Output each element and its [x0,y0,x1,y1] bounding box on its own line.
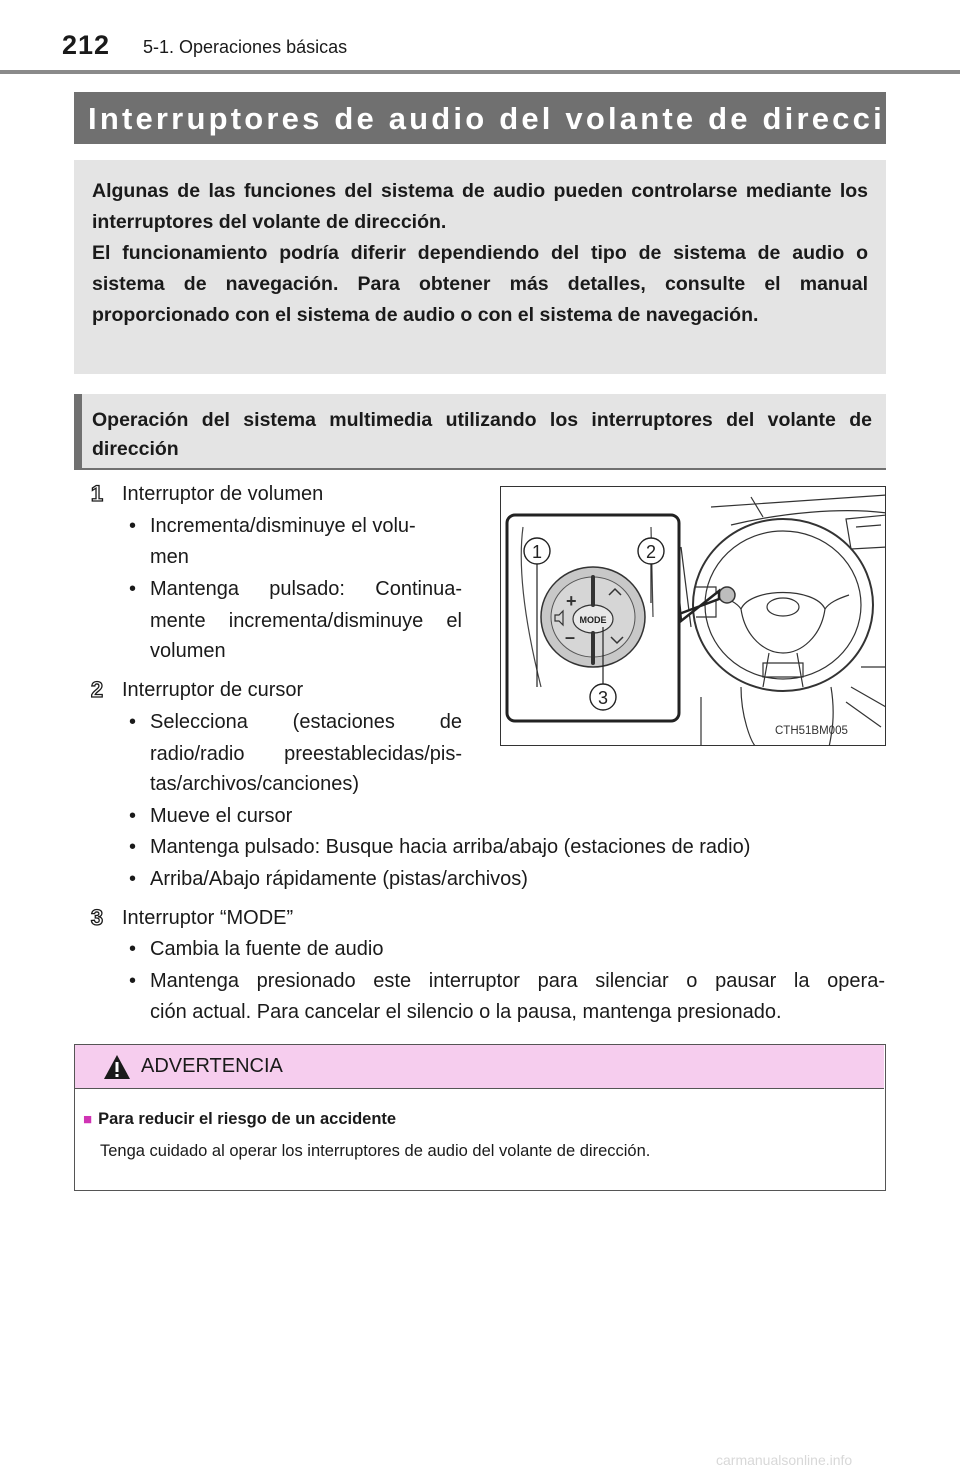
item-number-1: 1 [90,481,104,506]
list-item: radio/radio preestablecidas/pis- [150,743,462,765]
section-title: Interruptores de audio del volante de dirección [88,101,930,136]
bullet-text: Selecciona (estaciones de [150,711,462,733]
callout-3: 3 [597,688,609,708]
section-title-bar [74,92,930,144]
section-reference: 5-1. Operaciones básicas [143,37,348,57]
warning-triangle-icon [102,1053,132,1081]
list-item: • Cambia la fuente de audio [129,938,384,960]
list-item: ción actual. Para cancelar el silencio o la pausa, mantenga presionado. [150,1001,782,1023]
intro-box [74,160,886,374]
item-number-3: 3 [90,905,104,930]
callout-2: 2 [645,542,657,562]
list-item: • Arriba/Abajo rápidamente (pistas/archivos) [129,868,528,890]
item-number-2: 2 [90,677,104,702]
warning-body: Tenga cuidado al operar los interruptores de audio del volante de dirección. [100,1142,651,1160]
figure-code: CTH51BM005 [775,725,848,737]
page-header [0,0,960,78]
item-title-volume: Interruptor de volumen [122,483,324,505]
bullet-text: Mantenga pulsado: Continua- [150,578,462,600]
list-item: volumen [150,640,226,662]
intro-paragraph-1: Algunas de las funciones del sistema de audio pueden controlarse mediante los interruptores del volante de dirección. [92,180,868,233]
header-rule [0,70,960,74]
warning-subtitle: ■ Para reducir el riesgo de un accidente [83,1110,397,1128]
bullet-text: Cambia la fuente de audio [150,938,384,960]
callout-1: 1 [531,542,543,562]
bullet-text: Mueve el cursor [150,805,293,827]
page-number: 212 [62,30,111,60]
intro-paragraph-2: El funcionamiento podría diferir dependiendo del tipo de sistema de audio o sistema de navegación. Para obtener más detalles, consulte el manual proporcionado con el sistema de audio o con el sistema de navegación. [92,242,868,326]
list-item: • Mantenga pulsado: Continua- [129,575,469,603]
warning-box [74,1044,886,1191]
footer-watermark: carmanualsonline.info [716,1452,853,1468]
item-title-mode: Interruptor “MODE” [122,907,294,929]
subheading: Operación del sistema multimedia utilizando los interruptores del volante de dirección [92,409,872,460]
bullet-text: Mantenga presionado este interruptor para silenciar o pausar la opera- [150,970,885,992]
mode-button-label: MODE [579,615,607,625]
plus-glyph: + [566,591,577,611]
minus-glyph: – [565,627,576,647]
list-item: mente incrementa/disminuye el [150,610,462,632]
list-item: • Mantenga pulsado: Busque hacia arriba/abajo (estaciones de radio) [129,836,751,858]
item-title-cursor: Interruptor de cursor [122,679,304,701]
warning-title: ADVERTENCIA [141,1055,283,1077]
bullet-text: Arriba/Abajo rápidamente (pistas/archivos) [150,868,528,890]
steering-wheel-illustration [501,487,886,746]
list-item: men [150,546,189,568]
subheading-box [74,394,886,470]
steering-wheel-figure [500,486,886,746]
bullet-text: Mantenga pulsado: Busque hacia arriba/abajo (estaciones de radio) [150,836,751,858]
bullet-text: Incrementa/disminuye el volu- [150,515,416,537]
list-item: • Mantenga presionado este interruptor para silenciar o pausar la opera- [129,967,885,995]
list-item: • Mueve el cursor [129,805,293,827]
square-bullet-icon: ■ [83,1111,93,1128]
list-item: • Selecciona (estaciones de [129,708,469,736]
list-item: • Incrementa/disminuye el volu- [129,512,469,540]
list-item: tas/archivos/canciones) [150,773,359,795]
warning-header [75,1045,884,1089]
